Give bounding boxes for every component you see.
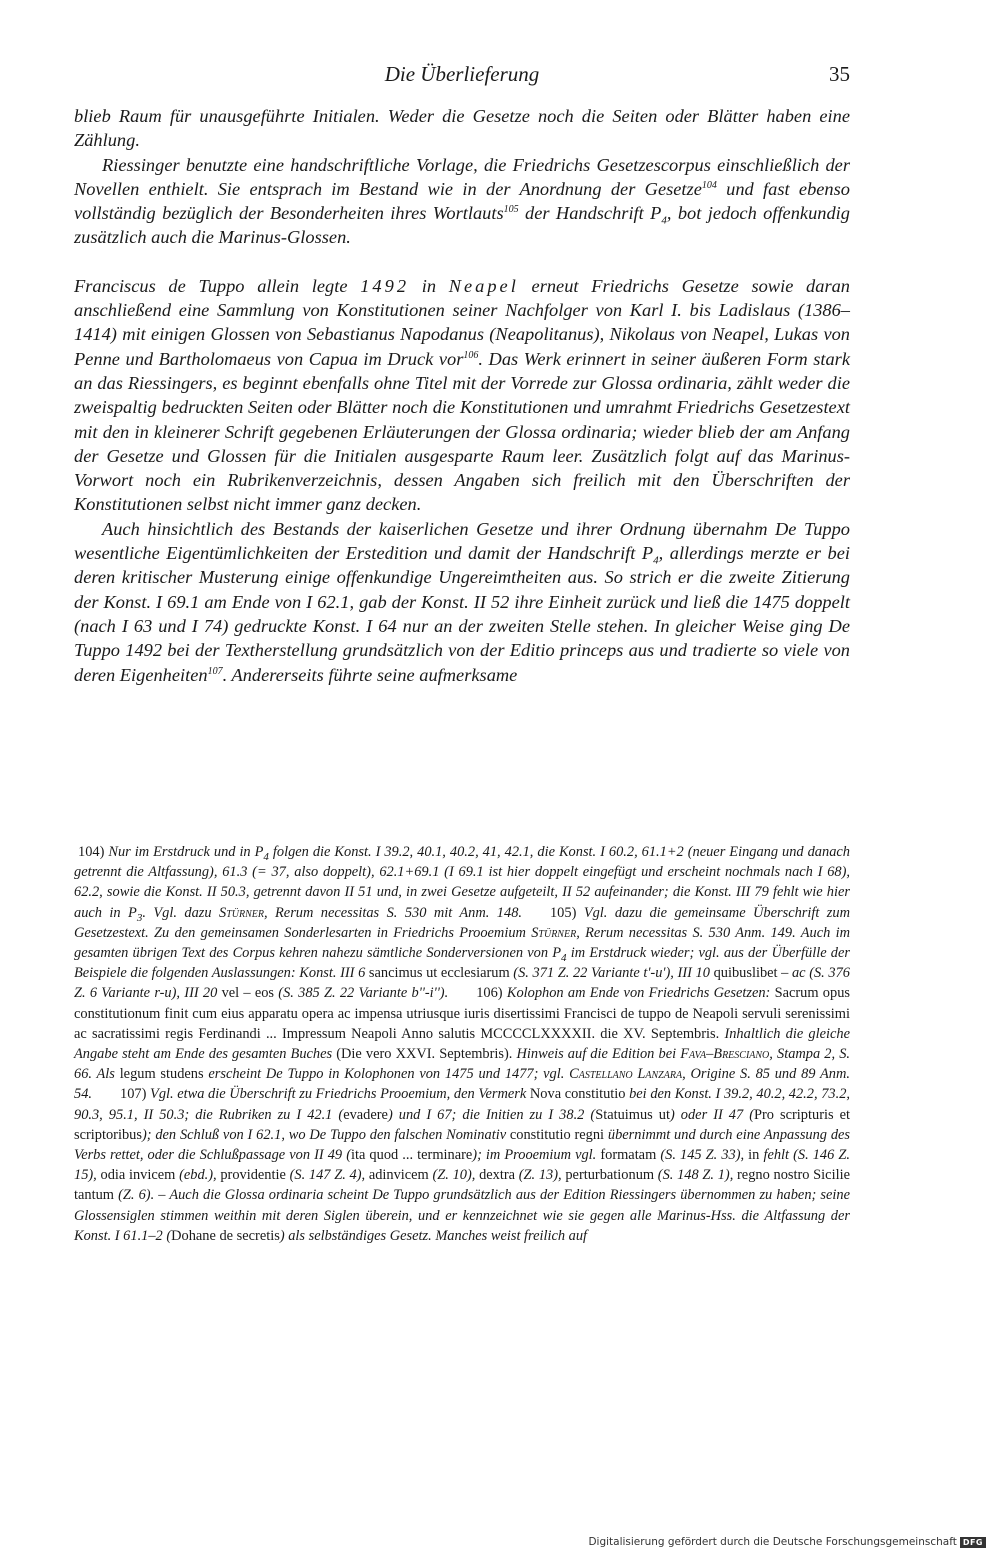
footnote-104-number: 104) — [78, 844, 105, 860]
dfg-credit — [588, 1536, 986, 1548]
footnote-106-number: 106) — [476, 985, 503, 1002]
footnotes — [74, 842, 850, 1246]
footnote-ref-105[interactable]: 105 — [503, 204, 519, 216]
paragraph-3: Franciscus de Tuppo allein legte 1492 in Neapel erneut Friedrichs Gesetze sowie daran anschließend eine Sammlung von Konstitutionen seiner Nachfolger von Karl I. bis Ladislaus (1386–1414) mit einigen Glossen von Sebastianus Napodanus (Neapolitanus), Nikolaus von Neapel, Lukas von Penne und Bartholomaeus von Capua im Druck vor$^{106}$. Das Werk erinnert in seiner äußeren Form stark an das Riessingers, es beginnt ebenfalls ohne Titel mit der Vorrede zur Glossa ordinaria, zählt weder die zweispaltig bedruckten Seiten oder Blätter noch die Konstitutionen und umrahmt Friedrichs Gesetzestext mit den in kleinerer Schrift gegebenen Erläuterungen der Glossa ordinaria; wieder blieb der am Anfang der Gesetze und Glossen für die Initialen ausgesparte Raum leer. Zusätzlich folgt auf das Marinus-Vorwort noch ein Rubrikenverzeichnis, dessen Angaben sich freilich mit den Überschriften der Konstitutionen selbst nicht immer ganz decken. — [74, 275, 850, 515]
footnote-ref-106[interactable]: 106 — [463, 349, 479, 361]
credit-text: Digitalisierung gefördert durch die Deutsche Forschungsgemeinschaft — [588, 1536, 957, 1548]
main-text — [74, 104, 850, 687]
spaced-city: Neapel — [448, 275, 519, 296]
page-number: 35 — [829, 62, 850, 86]
footnote-107-number: 107) — [120, 1086, 147, 1103]
footnote-block: 104) Nur im Erstdruck und in $P_4$ folgen die Konst. I 39.2, 40.1, 40.2, 41, 42.1, die Konst. I 60.2, 61.1+2 (neuer Eingang und danach getrennt die Altfassung), 61.3 (= 37, also doppelt), 62.1+69.1 (I 69.1 ist hier doppelt eingefügt und erscheint nochmals nach I 68), 62.2, sowie die Konst. II 50.3, getrennt davon II 51 und, in zwei Gesetze aufgeteilt, II 52 aufeinander; die Konst. III 79 fehlt wie hier auch in $P_3$. Vgl. dazu Stürner, Rerum necessitas S. 530 mit Anm. 148. 105) Vgl. dazu die gemeinsame Überschrift zum Gesetzestext. Zu den gemeinsamen Sonderlesarten in Friedrichs Prooemium Stürner, Rerum necessitas S. 530 Anm. 149. Auch im gesamten übrigen Text des Corpus kehren nahezu sämtliche Sonderversionen von $P_4$ im Erstdruck wieder; vgl. aus der Überfülle der Beispiele die folgenden Auslassungen: Konst. III 6 sancimus ut ecclesiarum (S. 371 Z. 22 Variante t'-u'), III 10 quibuslibet – ac (S. 376 Z. 6 Variante r-u), III 20 vel – eos (S. 385 Z. 22 Variante b''-i''). 106) Kolophon am Ende von Friedrichs Gesetzen: Sacrum opus constitutionum finit cum eius apparatu opera ac impensa utriusque iuris disertissimi Francisci de tuppo de Neapoli servuli serenissimi ac sacratissimi regis Ferdinandi ... Impressum Neapoli Anno salutis MCCCCLXXXXII. die XV. Septembris. Inhaltlich die gleiche Angabe steht am Ende des gesamten Buches (Die vero XXVI. Septembris). Hinweis auf die Edition bei Fava–Bresciano, Stampa 2, S. 66. Als legum studens erscheint De Tuppo in Kolophonen von 1475 und 1477; vgl. Castellano Lanzara, Origine S. 85 und 89 Anm. 54. 107) Vgl. etwa die Überschrift zu Friedrichs Prooemium, den Vermerk Nova constitutio bei den Konst. I 39.2, 40.2, 42.2, 73.2, 90.3, 95.1, II 50.3; die Rubriken zu I 42.1 (evadere) und I 67; die Initien zu I 38.2 (Statuimus ut) oder II 47 (Pro scripturis et scriptoribus); den Schluß von I 62.1, wo De Tuppo den falschen Nominativ constitutio regni übernimmt und durch eine Anpassung des Verbs rettet, oder die Schlußpassage von II 49 (ita quod ... terminare); im Prooemium vgl. formatam (S. 145 Z. 33), in fehlt (S. 146 Z. 15), odia invicem (ebd.), providentie (S. 147 Z. 4), adinvicem (Z. 10), dextra (Z. 13), perturbationum (S. 148 Z. 1), regno nostro Sicilie tantum (Z. 6). – Auch die Glossa ordinaria scheint De Tuppo grundsätzlich aus der Edition Riessingers übernommen zu haben; seine Glossensiglen stimmen weithin mit deren Siglen überein, und er kennzeichnet wie sie gegen alle Marinus-Hss. die Altfassung der Konst. I 61.1–2 (Dohane de secretis) als selbständiges Gesetz. Manches weist freilich auf — [74, 844, 850, 1244]
paragraph-4: Auch hinsichtlich des Bestands der kaiserlichen Gesetze und ihrer Ordnung übernahm De Tuppo wesentliche Eigentümlichkeiten der Erstedition und damit der Handschrift $P_4$, allerdings merzte er bei deren kritischer Musterung einige offenkundige Ungereimtheiten aus. So strich er die zweite Zitierung der Konst. I 69.1 am Ende von I 62.1, gab der Konst. II 52 ihre Einheit zurück und ließ die 1475 doppelt (nach I 63 und I 74) gedruckte Konst. I 64 nur an der zweiten Stelle stehen. In gleicher Weise ging De Tuppo 1492 bei der Textherstellung grundsätzlich von der Editio princeps aus und tradierte so viele von deren Eigenheiten$^{107}$. Andererseits führte seine aufmerksame — [74, 518, 850, 685]
dfg-logo-icon: DFG — [960, 1537, 986, 1548]
running-title: Die Überlieferung — [384, 62, 540, 86]
page-header — [74, 60, 850, 90]
paragraph-1: blieb Raum für unausgeführte Initialen. Weder die Gesetze noch die Seiten oder Blätter haben eine Zählung. — [74, 106, 850, 151]
paragraph-2: Riessinger benutzte eine handschriftliche Vorlage, die Friedrichs Gesetzescorpus einschließlich der Novellen enthielt. Sie entsprach im Bestand wie in der Anordnung der Gesetze$^{104}$ und fast ebenso vollständig bezüglich der Besonderheiten ihres Wortlauts$^{105}$ der Handschrift $P_4$, bot jedoch offenkundig zusätzlich auch die Marinus-Glossen. — [74, 154, 850, 248]
footnote-105-number: 105) — [549, 904, 577, 921]
footnote-ref-107[interactable]: 107 — [207, 665, 223, 677]
spaced-year: 1492 — [360, 275, 410, 296]
footnote-ref-104[interactable]: 104 — [701, 179, 717, 191]
